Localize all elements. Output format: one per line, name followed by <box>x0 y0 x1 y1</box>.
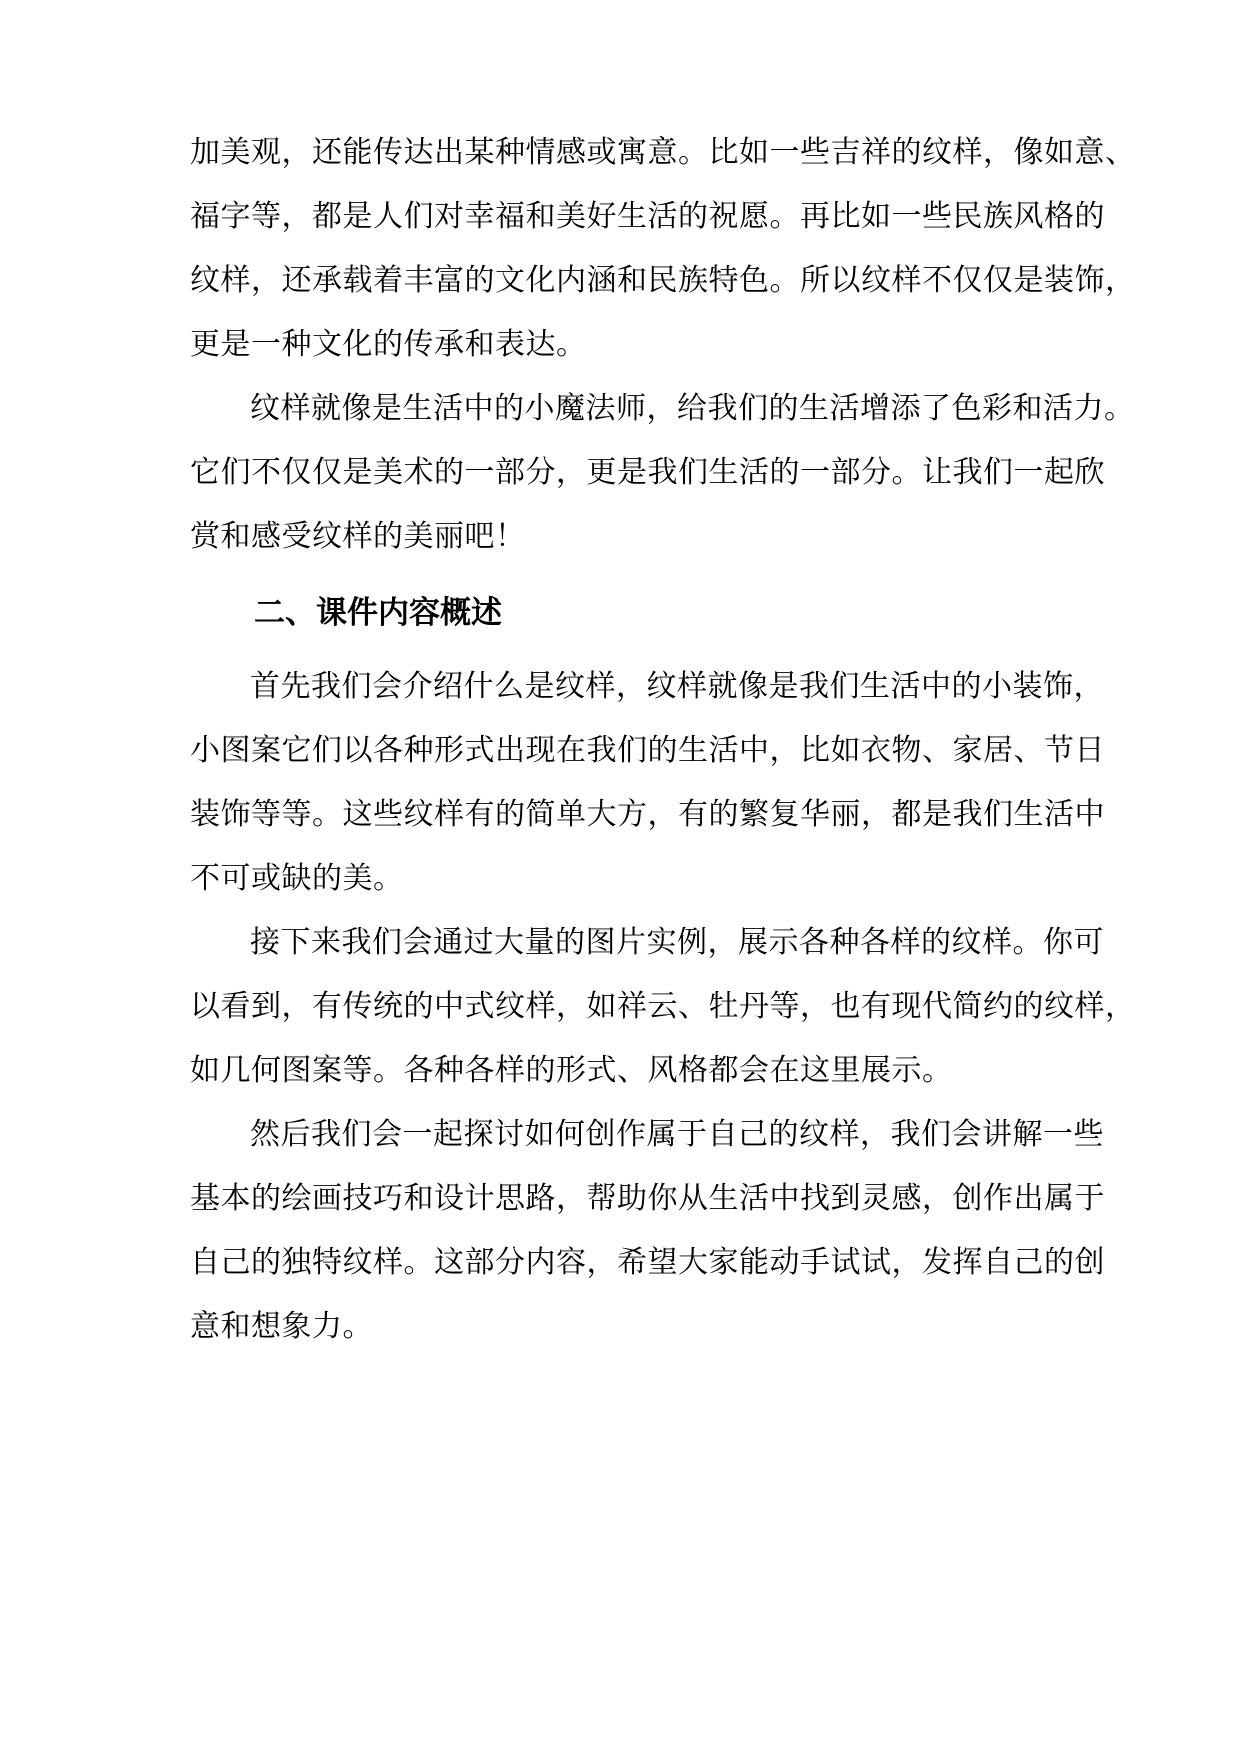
text-line: 如几何图案等。各种各样的形式、风格都会在这里展示。 <box>190 1053 953 1088</box>
text-line: 以看到，有传统的中式纹样，如祥云、牡丹等，也有现代简约的纹样， <box>190 989 1136 1024</box>
paragraph-then <box>190 1117 1105 1344</box>
text-line: 加美观，还能传达出某种情感或寓意。比如一些吉祥的纹样，像如意、 <box>190 135 1136 170</box>
paragraph-magic <box>190 391 1135 554</box>
paragraph-next <box>190 925 1136 1088</box>
text-line: 基本的绘画技巧和设计思路，帮助你从生活中找到灵感，创作出属于 <box>190 1181 1105 1216</box>
document-page <box>190 135 1136 1374</box>
text-line: 意和想象力。 <box>190 1309 373 1344</box>
text-line: 自己的独特纹样。这部分内容，希望大家能动手试试，发挥自己的创 <box>190 1245 1105 1280</box>
text-line: 接下来我们会通过大量的图片实例，展示各种各样的纹样。你可 <box>250 925 1104 960</box>
text-line: 它们不仅仅是美术的一部分，更是我们生活的一部分。让我们一起欣 <box>190 455 1105 490</box>
text-line: 赏和感受纹样的美丽吧！ <box>190 519 526 554</box>
text-line: 然后我们会一起探讨如何创作属于自己的纹样，我们会讲解一些 <box>250 1117 1104 1152</box>
text-line: 小图案它们以各种形式出现在我们的生活中，比如衣物、家居、节日 <box>190 733 1105 768</box>
paragraph-first <box>190 669 1105 896</box>
text-line: 福字等，都是人们对幸福和美好生活的祝愿。再比如一些民族风格的 <box>190 199 1105 234</box>
text-line: 不可或缺的美。 <box>190 861 404 896</box>
text-line: 更是一种文化的传承和表达。 <box>190 327 587 362</box>
paragraph-intro-continued <box>190 135 1136 362</box>
section-heading: 二、课件内容概述 <box>254 595 502 631</box>
text-line: 首先我们会介绍什么是纹样，纹样就像是我们生活中的小装饰， <box>250 669 1104 704</box>
text-line: 装饰等等。这些纹样有的简单大方，有的繁复华丽，都是我们生活中 <box>190 797 1105 832</box>
text-line: 纹样就像是生活中的小魔法师，给我们的生活增添了色彩和活力。 <box>250 391 1135 426</box>
text-line: 纹样，还承载着丰富的文化内涵和民族特色。所以纹样不仅仅是装饰， <box>190 263 1136 298</box>
